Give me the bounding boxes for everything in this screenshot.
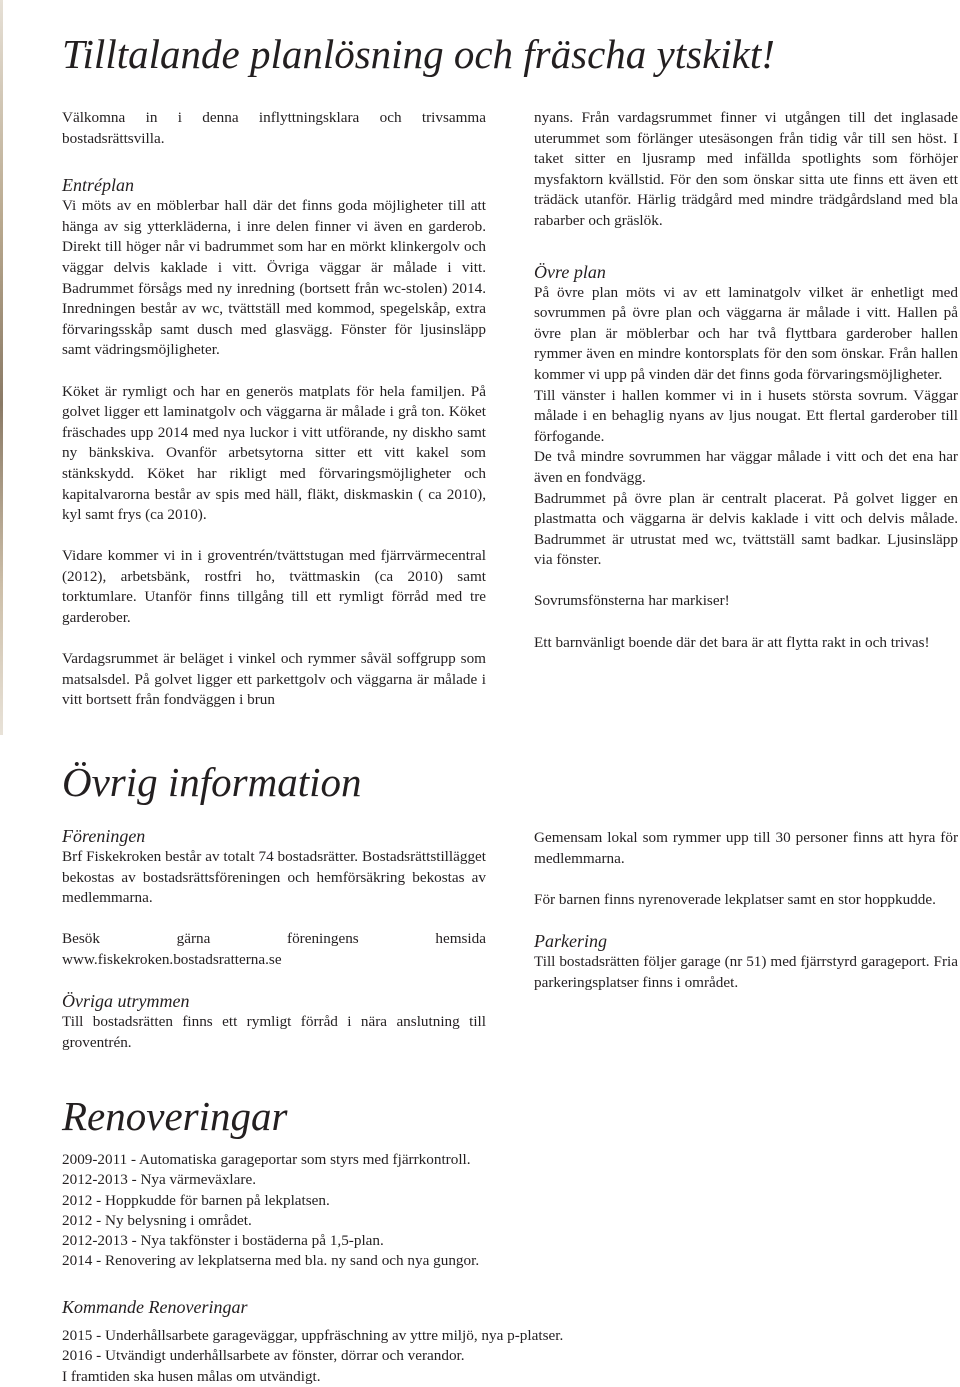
common-room-paragraph: Gemensam lokal som rymmer upp till 30 personer finns att hyra för medlemmarna. [534,829,958,867]
upcoming-item: 2016 - Utvändigt underhållsarbete av fönster, dörrar och verandor. [62,1347,465,1365]
small-bedrooms-paragraph: De två mindre sovrummen har väggar målade i vitt och det ena har även en fondvägg. [534,448,958,486]
storage-paragraph: Till bostadsrätten finns ett rymligt förråd i nära anslutning till groventrén. [62,1013,486,1051]
upper-bathroom-paragraph: Badrummet på övre plan är centralt placerat. På golvet ligger en plastmatta och väggarna är delvis kaklade i vitt och delvis målade. Badrummet är utrustat med wc, tvättställ samt badkar. Ljusinsläpp via fönster. [534,489,958,569]
laundry-paragraph: Vidare kommer vi in i groventrén/tvättstugan med fjärrvärmecentral (2012), arbetsbänk, rostfri ho, tvättmaskin (ca 2010) samt torktumlare. Utanför finns tillgång till ett rymligt förråd med tre garderober. [62,547,486,627]
living-paragraph: Vardagsrummet är beläget i vinkel och rymmer såväl soffgrupp som matsalsdel. På golvet ligger ett parkettgolv och väggarna är målade i vitt bortsett från fondväggen i brun [62,650,486,709]
other-info-heading: Övrig information [62,759,362,805]
living-continued-paragraph: nyans. Från vardagsrummet finner vi utgången till det inglasade uterummet som förlänger utesäsongen från tidig vår till sen höst. I taket sitter en ljusramp med infällda spotlights som förhöjer mysfaktorn kvällstid. För den som önskar sitta ute finns ett även ett trädäck utanför. Härlig trädgård med mindre trädgårdsland med bla rabarber och gräslök. [534,109,958,229]
photo-edge-strip [0,0,3,735]
left-column [62,108,486,711]
renovation-item: 2012-2013 - Nya värmeväxlare. [62,1171,256,1189]
right-column [534,108,958,653]
parking-heading: Parkering [534,930,607,951]
entry-paragraph: Vi möts av en möblerbar hall där det finns goda möjligheter till att hänga av sig ytterkläderna, i inre delen finner vi även en garderob. Direkt till höger når vi badrummet som har en mörkt klinkergolv och väggar delvis kaklade i vitt. Övriga väggar är målade i vitt. Badrummet försågs med ny inredning (bortsett från wc-stolen) 2014. Inredningen består av wc, tvättställ med kommod, spegelskåp, extra förvaringsskåp samt dusch med glasvägg. Fönster för ljusinsläpp samt vädringsmöjligheter. [62,197,486,359]
association-heading: Föreningen [62,826,146,846]
renovation-item: 2012 - Hoppkudde för barnen på lekplatsen. [62,1191,330,1209]
renovation-item: 2012 - Ny belysning i området. [62,1211,252,1229]
kitchen-paragraph: Köket är rymligt och har en generös matplats för hela familjen. På golvet ligger ett laminatgolv och väggarna är målade i grå ton. Köket fräschades upp 2014 med nya luckor i vitt utförande, ny diskho samt ny bänkskiva. Ovanför arbetsytorna sitter ett vitt kakel som stänkskydd. Köket har rikligt med förvaringsmöjligheter och kapitalvarorna består av spis med häll, fläkt, diskmaskin ( ca 2010), kyl samt frys (ca 2010). [62,382,486,524]
upcoming-renovations-heading: Kommande Renoveringar [62,1297,248,1317]
page-title: Tilltalande planlösning och fräscha ytskikt! [62,31,775,77]
playground-paragraph: För barnen finns nyrenoverade lekplatser samt en stor hoppkudde. [534,890,936,908]
website-paragraph: Besök gärna föreningens hemsida www.fiskekroken.bostadsratterna.se [62,930,486,968]
closing-paragraph: Ett barnvänligt boende där det bara är att flytta rakt in och trivas! [534,633,930,651]
renovation-item: 2012-2013 - Nya takfönster i bostäderna på 1,5-plan. [62,1232,384,1250]
entry-heading: Entréplan [62,175,134,196]
upcoming-renovations-list [62,1326,563,1387]
storage-heading: Övriga utrymmen [62,991,190,1012]
renovation-item: 2014 - Renovering av lekplatserna med bla. ny sand och nya gungor. [62,1252,480,1270]
info-left-column [62,826,486,1053]
upper-floor-heading: Övre plan [534,261,606,282]
renovations-list [62,1150,479,1272]
parking-paragraph: Till bostadsrätten följer garage (nr 51) med fjärrstyrd garageport. Fria parkeringsplatser finns i området. [534,952,958,991]
renovation-item: 2009-2011 - Automatiska garageportar som styrs med fjärrkontroll. [62,1151,471,1168]
renovations-heading: Renoveringar [62,1093,288,1139]
bedroom-paragraph: Till vänster i hallen kommer vi in i husets största sovrum. Väggar målade i en behaglig nyans av ljus nougat. Ett flertal garderober till förfogande. [534,386,958,445]
upcoming-item: 2015 - Underhållsarbete garageväggar, uppfräschning av yttre miljö, nya p-platser. [62,1327,564,1344]
awnings-paragraph: Sovrumsfönsterna har markiser! [534,592,730,610]
upper-floor-paragraph: På övre plan möts vi av ett laminatgolv vilket är enhetligt med sovrummen på övre plan och väggarna är målade i vitt. Hallen på övre plan är möblerbar och har två flyttbara garderober hallen rymmer även en mindre kontorsplats för den som önskar. Från hallen kommer vi upp på vinden där det finns goda förvaringsmöjligheter. [534,283,958,383]
intro-paragraph: Välkomna in i denna inflyttningsklara och trivsamma bostadsrättsvilla. [62,109,486,147]
association-paragraph: Brf Fiskekroken består av totalt 74 bostadsrätter. Bostadsrättstillägget bekostas av bostadsrättsföreningen och hemförsäkring bekostas av medlemmarna. [62,848,486,907]
info-right-column [534,828,958,993]
upcoming-item: I framtiden ska husen målas om utvändigt. [62,1367,321,1385]
